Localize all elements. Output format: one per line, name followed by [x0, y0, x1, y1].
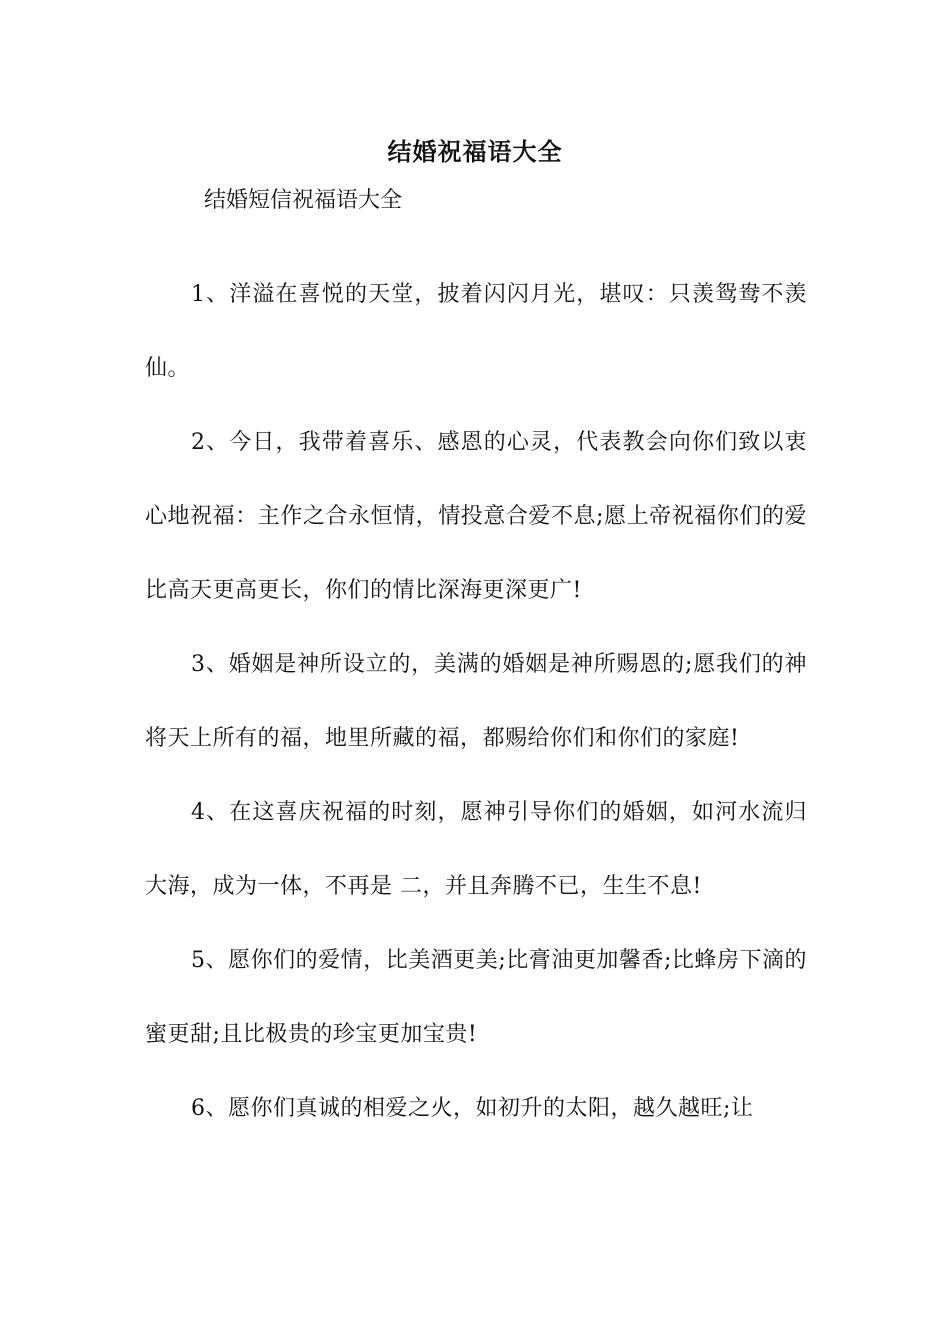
paragraph-4: 4、在这喜庆祝福的时刻，愿神引导你们的婚姻，如河水流归大海，成为一体，不再是 二，并且奔腾不已，生生不息! [145, 800, 807, 899]
document-subtitle: 结婚短信祝福语大全 [204, 188, 403, 213]
paragraph-3: 3、婚姻是神所设立的，美满的婚姻是神所赐恩的;愿我们的神将天上所有的福，地里所藏的福，都赐给你们和你们的家庭! [145, 652, 807, 751]
paragraph-1: 1、洋溢在喜悦的天堂，披着闪闪月光，堪叹：只羡鸳鸯不羡仙。 [145, 282, 807, 381]
paragraph-5: 5、愿你们的爱情，比美酒更美;比膏油更加馨香;比蜂房下滴的蜜更甜;且比极贵的珍宝更加宝贵! [145, 948, 807, 1047]
paragraph-6: 6、愿你们真诚的相爱之火，如初升的太阳，越久越旺;让 [191, 1096, 754, 1121]
document-body [145, 258, 807, 1146]
paragraph-2: 2、今日，我带着喜乐、感恩的心灵，代表教会向你们致以衷心地祝福：主作之合永恒情，情投意合爱不息;愿上帝祝福你们的爱比高天更高更长，你们的情比深海更深更广! [145, 430, 807, 603]
document-title: 结婚祝福语大全 [387, 137, 563, 166]
